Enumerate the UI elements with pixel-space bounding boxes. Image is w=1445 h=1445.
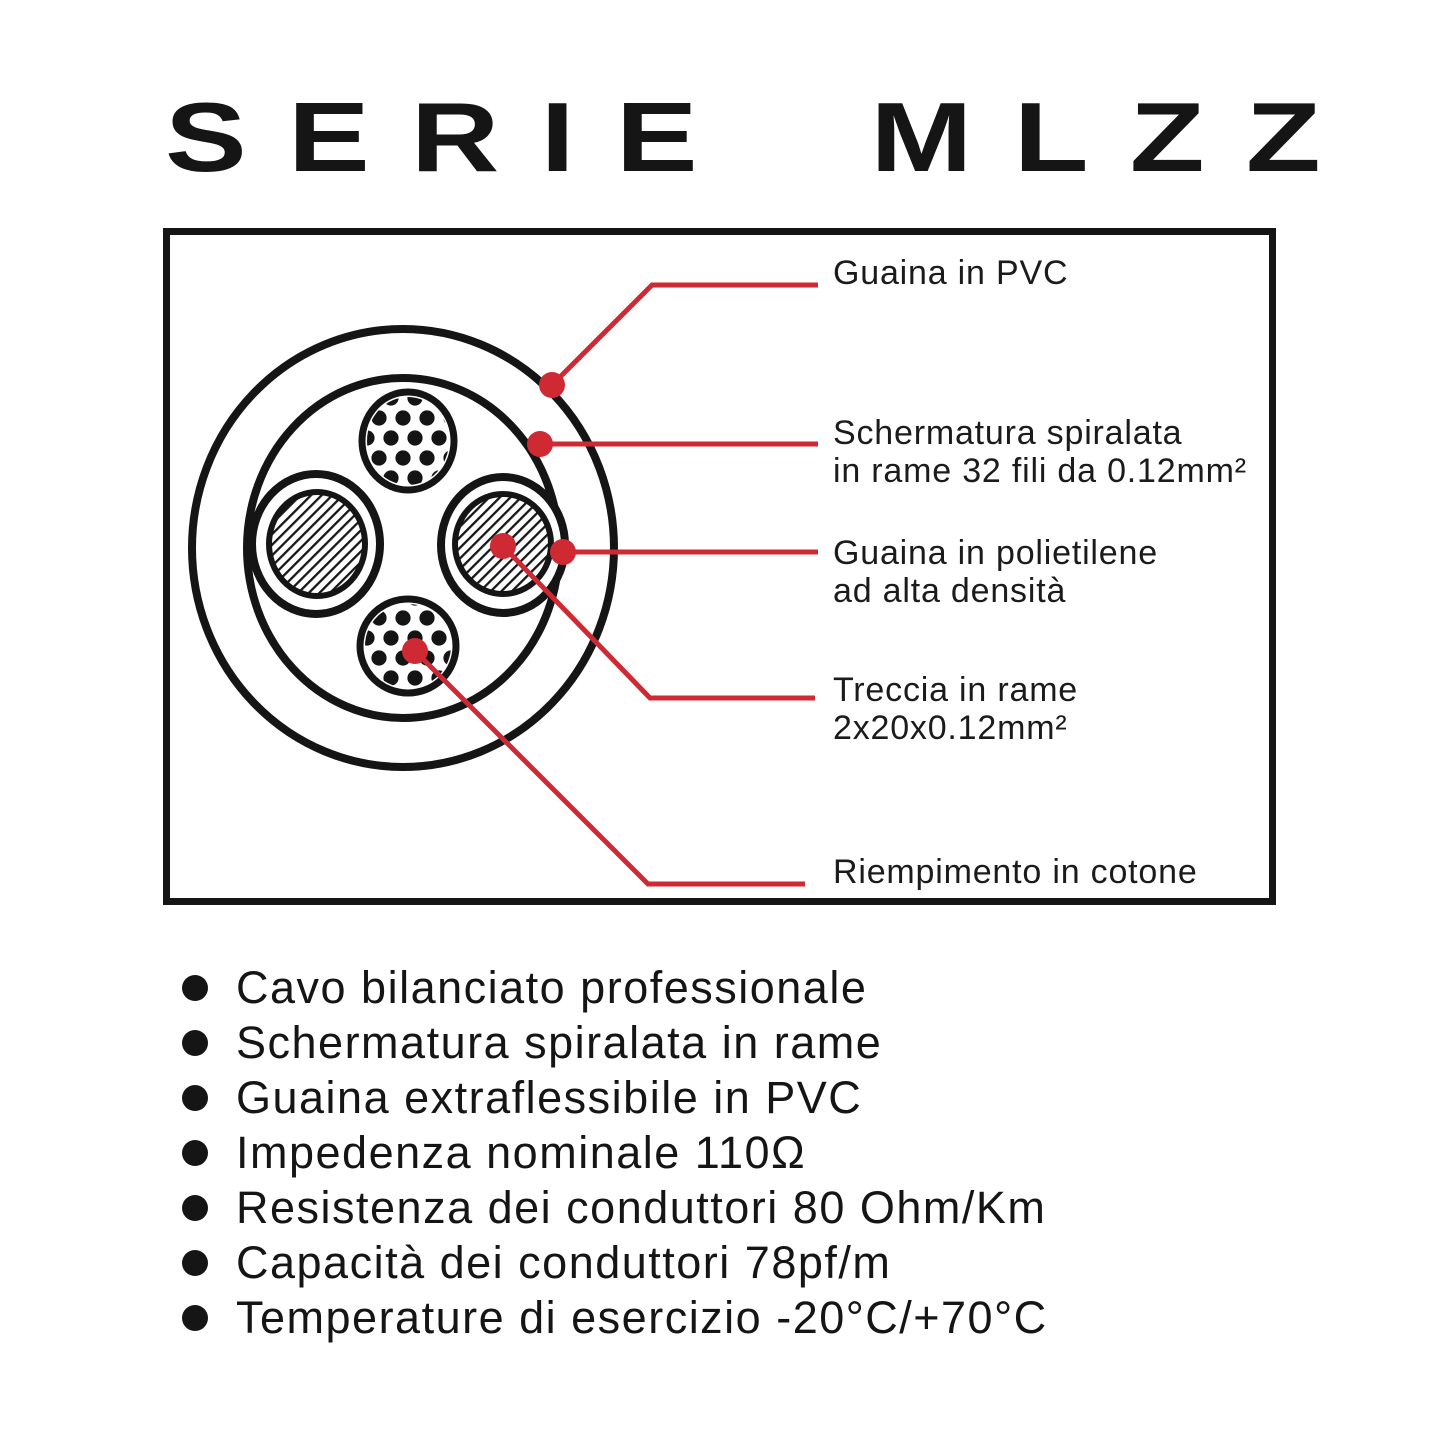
label-line: Riempimento in cotone: [833, 853, 1198, 891]
spec-text: Cavo bilanciato professionale: [236, 961, 868, 1013]
page-title: SERIE MLZZ: [165, 82, 1362, 192]
label-line: Treccia in rame: [833, 671, 1079, 709]
callout-label-treccia: [833, 671, 1078, 747]
label-line: in rame 32 fili da 0.12mm²: [833, 452, 1247, 490]
bullet-icon: [182, 1250, 208, 1276]
spec-item: [182, 1235, 1048, 1290]
label-line: Guaina in polietilene: [833, 534, 1158, 572]
spec-item: [182, 1125, 1048, 1180]
callout-dot-schermatura: [527, 431, 553, 457]
callout-dot-guaina-pvc: [539, 372, 565, 398]
callout-label-guaina-pvc: [833, 254, 1068, 292]
spec-item: [182, 1070, 1048, 1125]
cotton-filler-top: [362, 392, 454, 490]
callout-label-riempimento: [833, 853, 1198, 891]
spec-text: Resistenza dei conduttori 80 Ohm/Km: [236, 1181, 1047, 1233]
callout-dot-riempimento: [402, 638, 428, 664]
spec-item: [182, 1290, 1048, 1345]
bullet-icon: [182, 975, 208, 1001]
label-line: Guaina in PVC: [833, 254, 1069, 292]
conductor-left: [252, 474, 380, 614]
bullet-icon: [182, 1085, 208, 1111]
label-line: ad alta densità: [833, 572, 1067, 610]
spec-item: [182, 1015, 1048, 1070]
callout-label-guaina-polietilene: [833, 534, 1158, 610]
spec-text: Schermatura spiralata in rame: [236, 1016, 883, 1068]
label-line: 2x20x0.12mm²: [833, 709, 1068, 747]
spec-list: [182, 960, 1048, 1345]
spec-text: Capacità dei conduttori 78pf/m: [236, 1236, 892, 1288]
bullet-icon: [182, 1140, 208, 1166]
callout-label-schermatura: [833, 414, 1247, 490]
label-line: Schermatura spiralata: [833, 414, 1183, 452]
spec-text: Impedenza nominale 110Ω: [236, 1126, 807, 1178]
spec-text: Temperature di esercizio -20°C/+70°C: [236, 1291, 1048, 1343]
callout-dot-treccia: [490, 533, 516, 559]
bullet-icon: [182, 1305, 208, 1331]
spec-item: [182, 1180, 1048, 1235]
spec-item: [182, 960, 1048, 1015]
spec-text: Guaina extraflessibile in PVC: [236, 1071, 863, 1123]
bullet-icon: [182, 1195, 208, 1221]
callout-dot-guaina-polietilene: [550, 539, 576, 565]
bullet-icon: [182, 1030, 208, 1056]
